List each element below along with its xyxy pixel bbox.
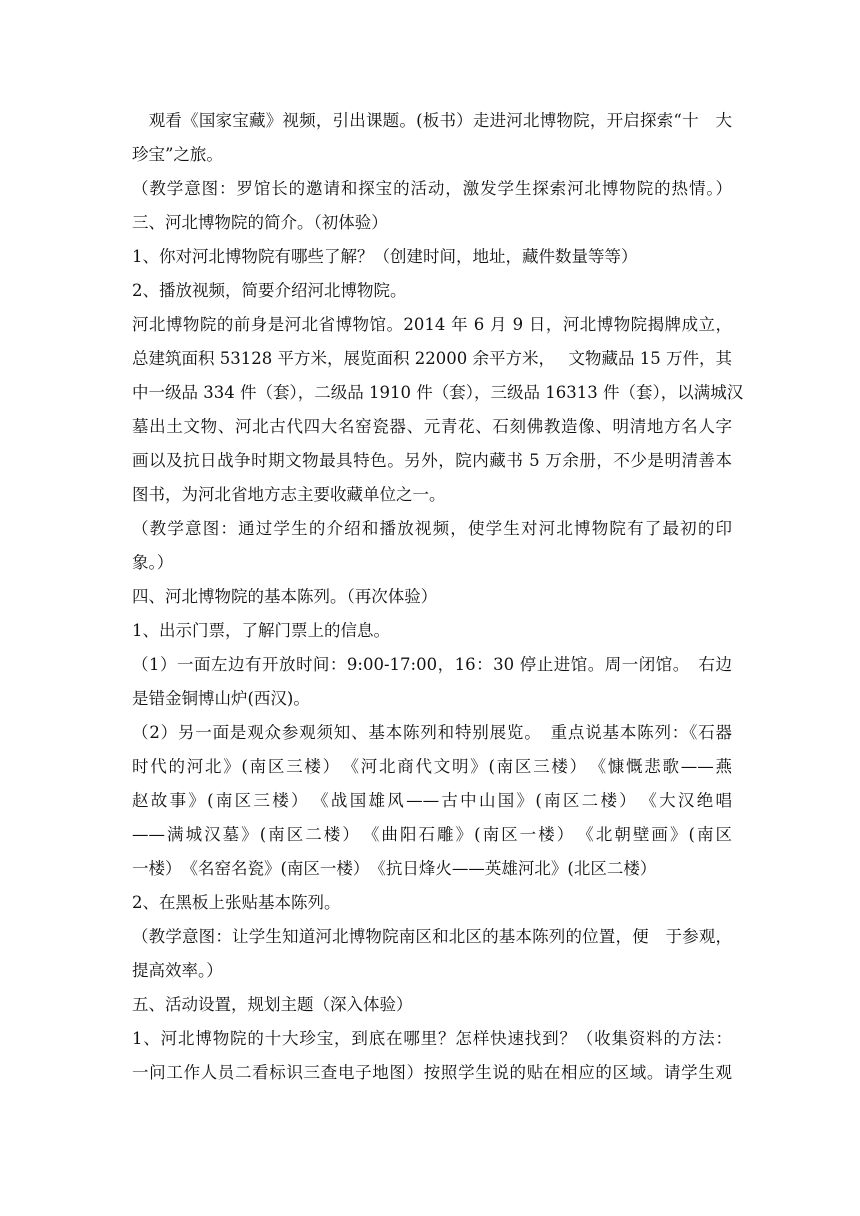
paragraph-line: 图书，为河北省地方志主要收藏单位之一。 bbox=[132, 485, 446, 504]
section-heading: 五、活动设置，规划主题（深入体验） bbox=[132, 995, 413, 1014]
paragraph-line: 2、在黑板上张贴基本陈列。 bbox=[132, 893, 341, 912]
paragraph-line: 总建筑面积 53128 平方米，展览面积 22000 余平方米， 文物藏品 15 万件，其 bbox=[132, 349, 732, 368]
paragraph-line: 象。） bbox=[132, 553, 174, 572]
paragraph-line: 墓出土文物、河北古代四大名窑瓷器、元青花、石刻佛教造像、明清地方名人字 bbox=[132, 417, 732, 436]
paragraph-line: （1）一面左边有开放时间：9:00-17:00，16：30 停止进馆。周一闭馆。 右边 bbox=[132, 655, 732, 674]
paragraph-line: 1、出示门票，了解门票上的信息。 bbox=[132, 621, 390, 640]
paragraph-line: 河北博物院的前身是河北省博物馆。2014 年 6 月 9 日，河北博物院揭牌成立， bbox=[132, 315, 732, 334]
paragraph-line: 一楼） 《名窑名瓷》(南区一楼） 《抗日烽火——英雄河北》(北区二楼） bbox=[132, 859, 657, 878]
paragraph-line: 1、你对河北博物院有哪些了解？（创建时间，地址，藏件数量等等） bbox=[132, 247, 638, 266]
paragraph-line: 珍宝”之旅。 bbox=[132, 145, 223, 164]
paragraph-line: 是错金铜博山炉(西汉)。 bbox=[132, 689, 310, 708]
paragraph-line: 赵故事》(南区三楼） 《战国雄风——古中山国》(南区二楼） 《大汉绝唱 bbox=[132, 791, 732, 810]
paragraph-line: （2）另一面是观众参观须知、基本陈列和特别展览。 重点说基本陈列：《石器 bbox=[132, 723, 732, 742]
paragraph-line: （教学意图：让学生知道河北博物院南区和北区的基本陈列的位置，便 于参观， bbox=[132, 927, 732, 946]
paragraph-line: （教学意图：通过学生的介绍和播放视频，使学生对河北博物院有了最初的印 bbox=[132, 519, 732, 538]
paragraph-line: 1、河北博物院的十大珍宝，到底在哪里？怎样快速找到？（收集资料的方法： bbox=[132, 1029, 732, 1048]
paragraph-line: 2、播放视频，简要介绍河北博物院。 bbox=[132, 281, 407, 300]
paragraph-line: 一问工作人员二看标识三查电子地图）按照学生说的贴在相应的区域。请学生观 bbox=[132, 1063, 732, 1082]
paragraph-line: 中一级品 334 件（套），二级品 1910 件（套），三级品 16313 件（套），以满城汉 bbox=[132, 383, 744, 402]
paragraph-line: 画以及抗日战争时期文物最具特色。另外，院内藏书 5 万余册，不少是明清善本 bbox=[132, 451, 732, 470]
paragraph-line: 时代的河北》(南区三楼） 《河北商代文明》(南区三楼） 《慷慨悲歌——燕 bbox=[132, 757, 732, 776]
paragraph-line: ——满城汉墓》(南区二楼） 《曲阳石雕》(南区一楼） 《北朝壁画》(南区 bbox=[132, 825, 732, 844]
paragraph-line: （教学意图：罗馆长的邀请和探宝的活动，激发学生探索河北博物院的热情。） bbox=[132, 179, 732, 198]
paragraph-line: 提高效率。） bbox=[132, 961, 223, 980]
section-heading: 三、河北博物院的简介。（初体验） bbox=[132, 213, 388, 232]
section-heading: 四、河北博物院的基本陈列。（再次体验） bbox=[132, 587, 438, 606]
paragraph-line: 观看《国家宝藏》视频，引出课题。(板书）走进河北博物院，开启探索“十 大 bbox=[132, 111, 732, 130]
